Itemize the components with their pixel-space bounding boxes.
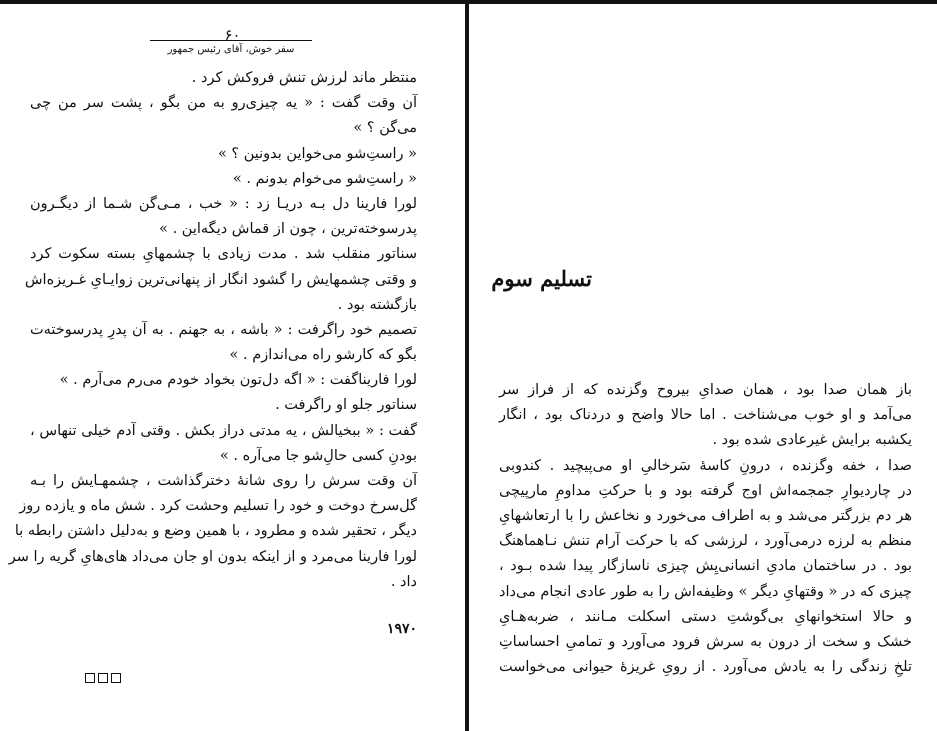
end-mark-box — [85, 673, 95, 683]
text-line: هر دم بزرگتر می‌شد و به اطراف می‌خورد و نخاعش را با ارتعاشهایِ — [499, 507, 912, 524]
text-line: دیگر ، تحقیر شده و مطرود ، با همین وضع و به‌دلیل داشتن رابطه با — [14, 523, 417, 540]
text-line: لورا فارینا می‌مرد و از اینکه بدون او جان می‌داد های‌هایِ گریه را سر — [8, 548, 417, 565]
right-page — [469, 4, 937, 731]
text-line: آن وقت گفت : « یه چیزی‌رو به من بگو ، پشت سر من چی — [30, 95, 417, 112]
text-line: در چاردیوارِ جمجمه‌اش اوج گرفته بود و با حرکتِ مداومِ مارپیچی — [499, 482, 912, 499]
chapter-title: تسلیم سوم — [491, 266, 592, 291]
text-line: بود . در ساختمان مادیِ انسانی‌یِش چیزی ناسازگار پیدا شده بـود ، — [499, 558, 912, 575]
text-line: بگو که کارشو راه می‌اندازم . » — [229, 347, 417, 364]
text-line: خشک و سخت از درون به سرش فرود می‌آورد و تمامیِ احساساتِ — [499, 633, 912, 650]
text-line: لورا فارینا دل بـه دریـا زد : « خب ، مـی‌گن شـما از دیگـرون — [30, 195, 417, 212]
text-line: و حالا استخوانهایِ بی‌گوشتِ دستی اسکلت مـانند ، ضربه‌هـایِ — [499, 608, 912, 625]
text-line: صدا ، خفه وگزنده ، درونِ کاسهٔ سَرخالیِ او می‌پیچید . کندوبی — [499, 457, 912, 474]
text-line: باز همان صدا بود ، همان صدایِ بیروح وگزنده که از فراز سر — [499, 382, 912, 398]
text-line: می‌آمد و او خوب می‌شناخت . اما حالا واضح و دردناک بود ، انگار — [499, 407, 912, 424]
end-mark-box — [111, 673, 121, 683]
text-line: آن وقت سرش را روی شانهٔ دخترگذاشت ، چشمهـایش را بـه — [30, 473, 417, 489]
text-line: چیزی که در « وقتهایِ دیگر » وظیفه‌اش را به طور عادی انجام می‌داد — [499, 583, 912, 600]
text-line: لورا فاریناگفت : « اگه دل‌تون بخواد خودم می‌رم می‌آرم . » — [59, 372, 417, 389]
text-line: و وقتی چشمهایش را گشود انگار از پنهانی‌ترین زوایـایِ غـریزه‌اش — [24, 271, 417, 288]
running-head: سفر خوش، آقای رئیس جمهور — [150, 40, 312, 55]
text-line: « راستِ‌شو می‌خوام بدونم . » — [232, 170, 417, 187]
text-line: منتظر ماند لرزش تنش فروکش کرد . — [191, 70, 417, 86]
left-page — [0, 4, 465, 731]
text-line: بودنِ کسی حالِ‌شو جا می‌آره . » — [219, 447, 417, 464]
text-line: پدرسوخته‌ترین ، چون از قماش دیگه‌این . » — [159, 221, 417, 238]
text-line: تصمیم خود راگرفت : « باشه ، به جهنم . به آن پدرِ پدرسوخته‌ت — [30, 321, 417, 338]
text-line: گفت : « ببخیالش ، یه مدتی دراز بکش . وقتی آدم خیلی تنهاس ، — [30, 422, 417, 439]
text-line: سناتور منقلب شد . مدت زیادی با چشمهایِ بسته سکوت کرد — [30, 246, 417, 263]
text-line: گل‌سرخ دوخت و خود را تسلیم وحشت کرد . شش ماه و یازده روز — [19, 498, 417, 515]
text-line: یکشبه برایش غیرعادی شده بود . — [712, 432, 912, 449]
text-line: تلخِ زندگی را به یادش می‌آورد . از رویِ غریزهٔ حیوانی می‌خواست — [499, 659, 912, 676]
text-line: سناتور جلو او راگرفت . — [275, 397, 417, 414]
text-line: « راستِ‌شو می‌خواین بدونین ؟ » — [217, 145, 417, 162]
text-line: بازگشته بود . — [337, 296, 417, 313]
text-line: داد . — [390, 573, 417, 590]
page-number: ۶۰ — [224, 26, 241, 44]
end-mark-box — [98, 673, 108, 683]
end-marks — [85, 673, 121, 683]
left-body-text — [8, 66, 417, 595]
right-body-text — [499, 378, 912, 680]
text-line: منظم به لرزه درمی‌آورد ، لرزشی که با حرکت آرام تنش نـاهماهنگ — [499, 533, 912, 550]
year-mark: ۱۹۷۰ — [386, 621, 417, 637]
text-line: می‌گن ؟ » — [353, 120, 417, 137]
